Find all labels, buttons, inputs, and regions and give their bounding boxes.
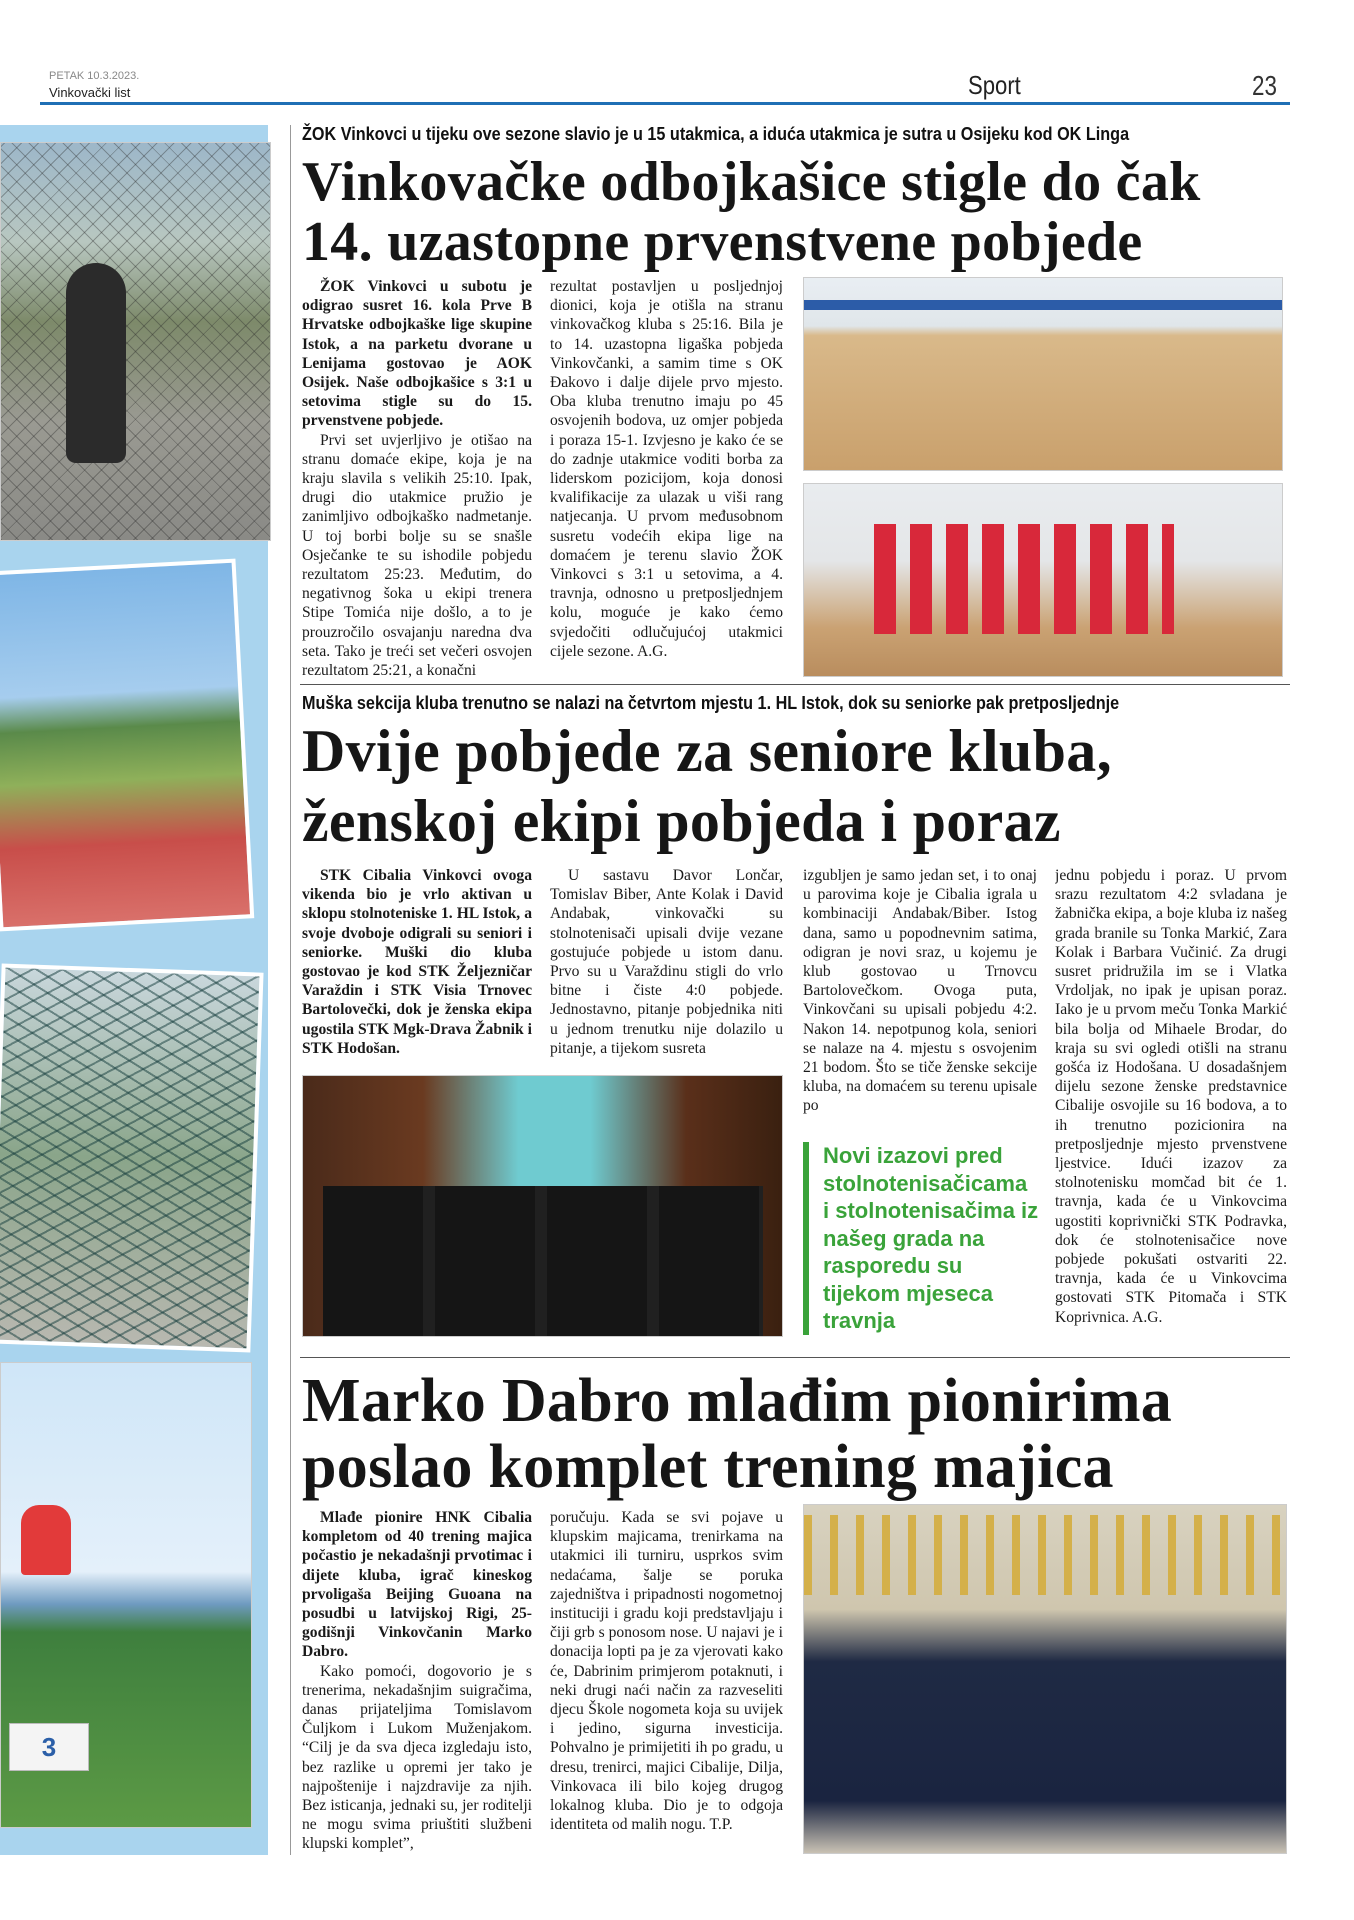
photo-volleyball-team — [803, 483, 1283, 677]
photo-table-tennis-players — [302, 1075, 783, 1337]
article1-column-1 — [302, 277, 532, 679]
article2-column-1 — [302, 866, 532, 1072]
headline-line: Dvije pobjede za seniore kluba, — [302, 718, 1112, 784]
photo-young-footballers — [803, 1504, 1287, 1854]
article3-column-1 — [302, 1508, 532, 1856]
section-divider — [300, 684, 1290, 685]
article3-column-2 — [550, 1508, 783, 1856]
article3-body: poručuju. Kada se svi pojave u klupskim majicama, trenirkama na utakmici ili turniru, usprkos svim nedaćama, šalje se poruka zajedništva i pripadnosti nogometnoj instituciji i gradu koji predstavljaju i čiji grb s ponosom nose. U najavi je i donacija lopti pa je za vjerovati kako će, Dabrinim primjerom potaknuti, i neki drugi naći način za razveseliti djecu Škole nogometa koja su uvijek i jedino, sigurna investicija. Pohvalno je primijetiti ih po gradu, u dresu, trenirci, majici Cibalije, Dilja, Vinkovaca ili bilo kojeg drugog lokalnog kluba. Dio je to odgoja identiteta od malih nogu. T.P. — [550, 1509, 783, 1834]
athlete-figure — [66, 263, 126, 463]
article2-headline — [302, 716, 1112, 856]
podium-number: 3 — [9, 1723, 89, 1771]
headline-line: 14. uzastopne prvenstvene pobjede — [302, 211, 1143, 273]
section-title: Sport — [968, 70, 1021, 100]
pull-quote: Novi izazovi pred stolnotenisačicama i stolnotenisačima iz našeg grada na rasporedu su tijekom mjeseca travnja — [803, 1142, 1039, 1335]
article2-body: jednu pobjedu i poraz. U prvom srazu rezultatom 4:2 svladana je žabnička ekipa, a boje kluba iz našeg grada branile su Tonka Markić, Zara Kolak i Barbara Vučinić. Za drugi susret pridružila im se i Vlatka Vrdoljak, no ipak je upisan poraz. Iako je u prvom meču Tonka Markić bila bolja od Mihaele Brodar, do kraja su svi ogledi otišli na stranu gošća iz Hodošana. U dosadašnjem dijelu sezone ženske predstavnice Cibalije osvojile su 16 bodova, a to ih trenutno pozicionira na pretposljednje mjesto prvenstvene ljestvice. Idući izazov za stolnotenisku momčad bit će 1. travnja, kada će u Vinkovcima ugostiti koprivnički STK Podravka, dok će stolnotenisačice nove pobjede pokušati ostvariti 22. travnja, kada će u Vinkovcima gostovati STK Pitomača i STK Koprivnica. A.G. — [1055, 867, 1287, 1326]
page-number: 23 — [1252, 70, 1277, 101]
article3-headline — [302, 1368, 1172, 1500]
article2-kicker: Muška sekcija kluba trenutno se nalazi na četvrtom mjestu 1. HL Istok, dok su seniorke pak pretposljednje — [302, 693, 1120, 713]
column-divider — [290, 125, 291, 1855]
article2-lead: STK Cibalia Vinkovci ovoga vikenda bio je vrlo aktivan u sklopu stolnoteniske 1. HL Istok, a svoje dvoboje odigrali su seniori i seniorke. Muški dio kluba gostovao je kod STK Željezničar Varaždin i STK Visia Trnovec Bartolovečki, dok je ženska ekipa ugostila STK Mgk-Drava Žabnik i STK Hodošan. — [302, 867, 532, 1057]
photo-stadium-track — [0, 559, 254, 932]
issue-date: PETAK 10.3.2023. — [49, 70, 140, 82]
section-divider — [300, 1357, 1290, 1358]
article2-body: izgubljen je samo jedan set, i to onaj u parovima koje je Cibalia igrala u kombinaciji Andabak/Biber. Istog dana, samo u popodnevnim satima, odigran je novi sraz, u kojemu je klub gostovao u Trnovcu Bartolovečkom. Ovoga puta, Vinkovčani su upisali pobjedu 4:2. Nakon 14. nepotpunog kola, seniori se nalaze na 4. mjestu s osvojenim 21 bodom. Što se tiče ženske sekcije kluba, na domaćem su terenu upisale po — [803, 867, 1037, 1115]
newspaper-name: Vinkovački list — [49, 85, 131, 100]
article1-body: rezultat postavljen u posljednjoj dionici, koja je otišla na stranu vinkovačkog kluba s 25:16. Bila je to 14. uzastopna ligaška pobjeda Vinkovčanki, a samim time s OK Đakovo i dalje dijele prvo mjesto. Oba kluba trenutno imaju po 45 osvojenih bodova, uz omjer pobjeda i poraza 15-1. Izvjesno je kako će se do zadnje utakmice voditi borba za liderskom pozicijom, koja donosi kvalifikacije za ulazak u viši rang natjecanja. U prvom međusobnom susretu vodećih ekipa lige na domaćem je terenu slavio ŽOK Vinkovci s 3:1 u setovima, a 4. travnja, odnosno u pretposljednjem kolu, moguće je kako ćemo svjedočiti odlučujućoj utakmici cijele sezone. A.G. — [550, 278, 783, 660]
headline-line: ženskoj ekipi pobjeda i poraz — [302, 788, 1061, 854]
article1-column-2 — [550, 277, 783, 679]
article1-kicker: ŽOK Vinkovci u tijeku ove sezone slavio je u 15 utakmica, a iduća utakmica je sutra u Osijeku kod OK Linga — [302, 124, 1130, 144]
photo-hammer-throw-cage — [0, 142, 271, 541]
article2-column-3 — [803, 866, 1037, 1116]
article1-body: Prvi set uvjerljivo je otišao na stranu domaće ekipe, koja je na kraju slavila s velikih 25:10. Ipak, drugi dio utakmice pružio je zanimljivo odbojkaško nadmetanje. U toj borbi bolje su se snašle Osječanke te su ishodile pobjedu rezultatom 25:23. Međutim, do negativnog šoka u ekipi trenera Stipe Tomića nije došlo, a to je prouzročilo osvajanju naredna dva seta. Tako je treći set večeri osvojen rezultatom 25:21, a konačni — [302, 431, 532, 679]
header-rule — [40, 102, 1290, 105]
photo-cage-net — [0, 964, 264, 1353]
article1-lead: ŽOK Vinkovci u subotu je odigrao susret 16. kola Prve B Hrvatske odbojkaške lige skupine Istok, a na parketu dvorane u Lenijama gostovao je AOK Osijek. Naše odbojkašice s 3:1 u setovima stigle su do 15. prvenstvene pobjede. — [302, 278, 532, 430]
article3-lead: Mlađe pionire HNK Cibalia kompletom od 40 trening majica počastio je nekadašnji prvotimac i dijete kluba, igrač kineskog prvoligaša Beijing Guoana na posudbi u latvijskoj Rigi, 25-godišnji Vinkovčanin Marko Dabro. — [302, 1509, 532, 1661]
photo-podium-athlete — [0, 1362, 252, 1828]
headline-line: Marko Dabro mlađim pionirima — [302, 1367, 1173, 1435]
photo-volleyball-match — [803, 277, 1283, 471]
article2-column-4 — [1055, 866, 1287, 1346]
headline-line: poslao komplet trening majica — [302, 1433, 1114, 1501]
article1-headline — [302, 152, 1201, 272]
athlete-red-shirt — [21, 1505, 71, 1575]
article2-body: U sastavu Davor Lončar, Tomislav Biber, Ante Kolak i David Andabak, vinkovački su stolnotenisači upisali dvije vezane gostujuće pobjede u istom danu. Prvo su u Varaždinu stigli do vrlo bitne i čiste 4:0 pobjede. Jednostavno, pitanje pobjednika niti u jednom trenutku nije dolazilo u pitanje, a tijekom susreta — [550, 867, 783, 1057]
headline-line: Vinkovačke odbojkašice stigle do čak — [302, 151, 1201, 213]
article3-body: Kako pomoći, dogovorio je s trenerima, nekadašnjim suigračima, danas prijateljima Tomislavom Čuljkom i Lukom Muženjakom. “Cilj je da sva djeca izgledaju isto, bez razlike u opremi jer tako je najpoštenije i najzdravije za njih. Bez isticanja, jednaki su, jer roditelji ne mogu svima priuštiti službeni klupski komplet”, — [302, 1662, 532, 1853]
article2-column-2 — [550, 866, 783, 1072]
